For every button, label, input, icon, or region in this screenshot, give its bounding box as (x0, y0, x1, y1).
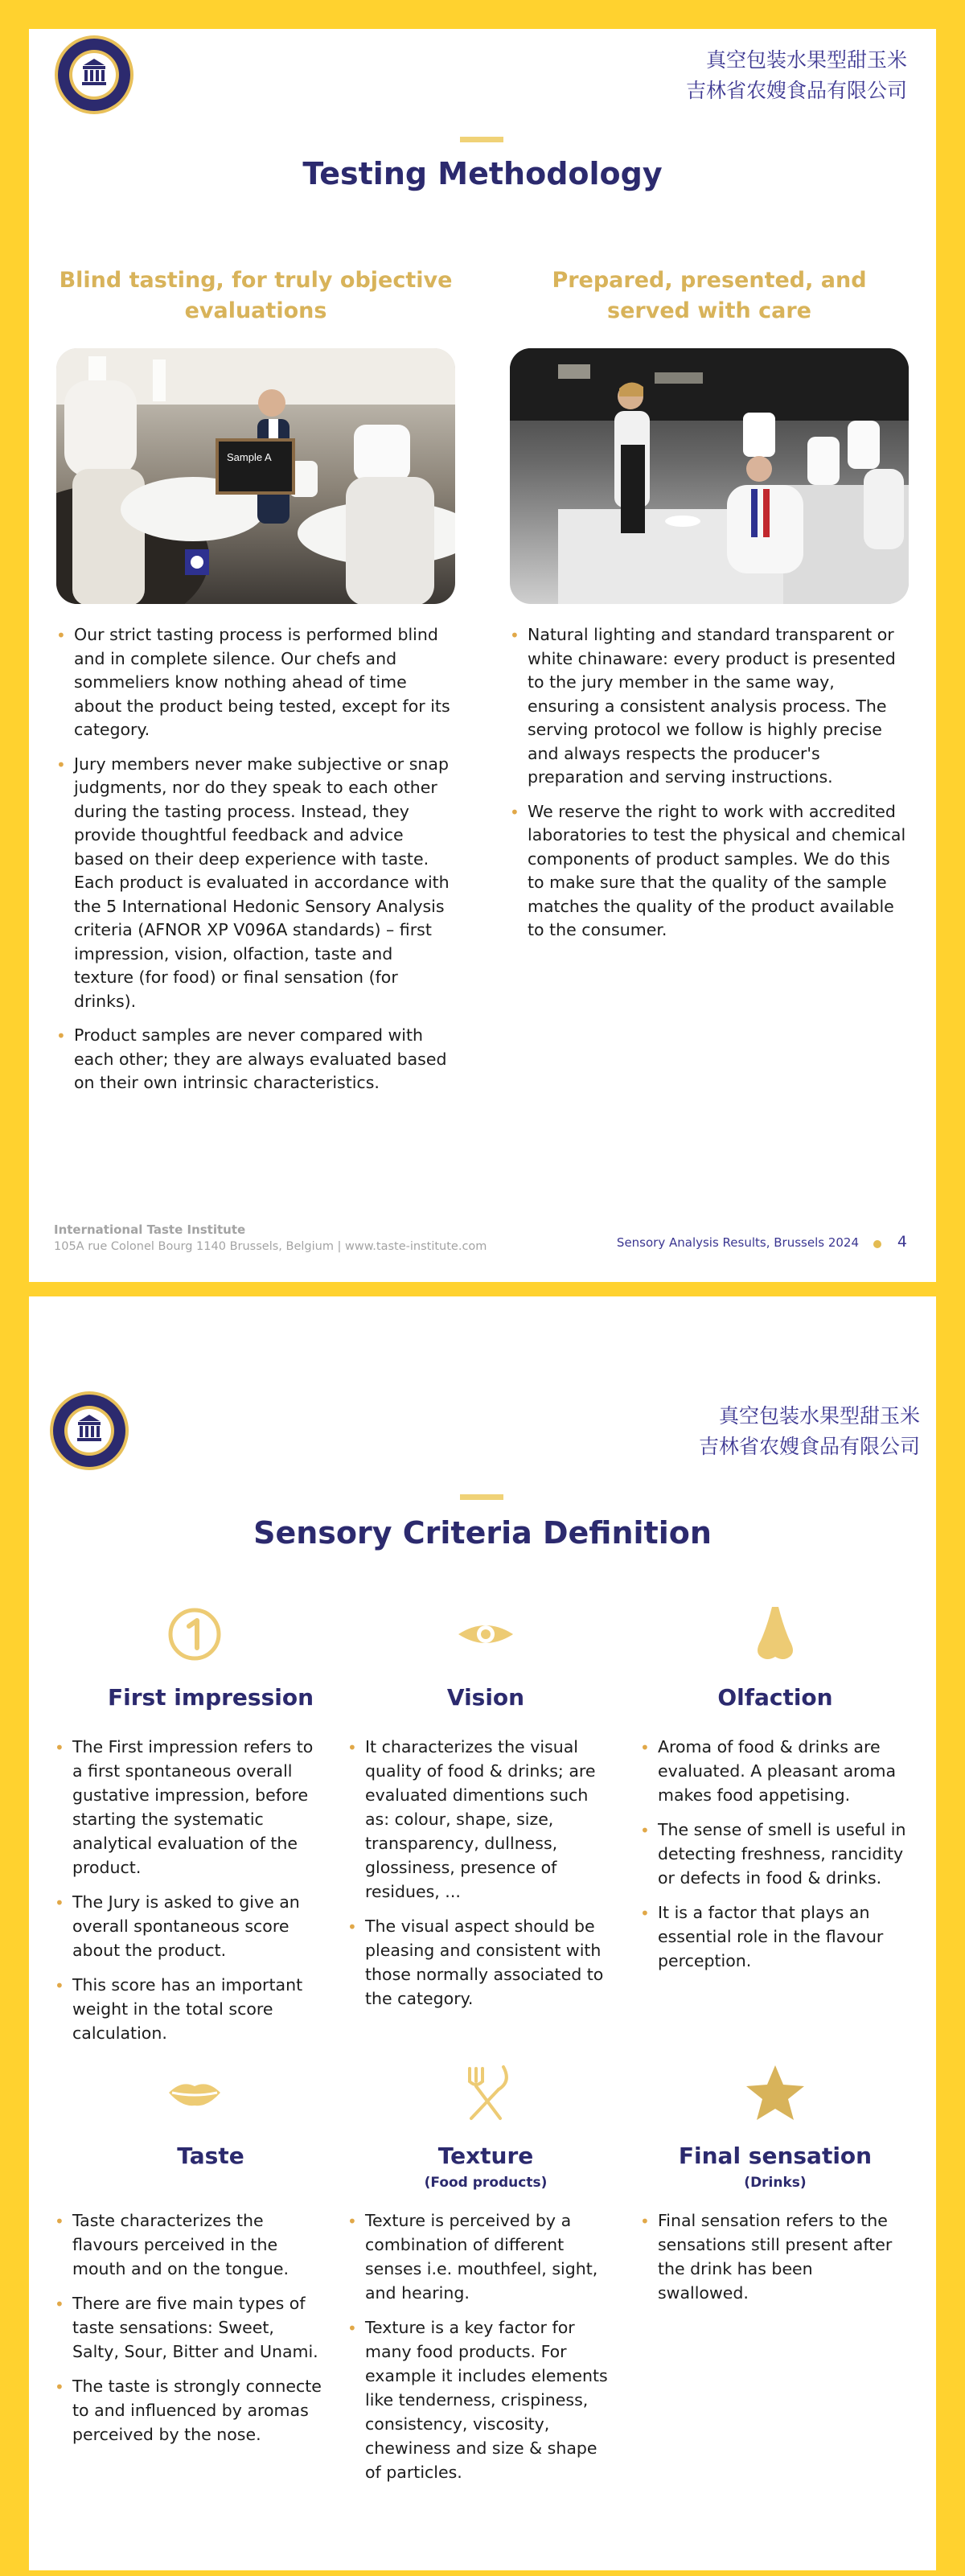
list-item: • The sense of smell is useful in detecting freshness, rancidity or defects in food & drinks. (640, 1820, 906, 1888)
list-item: • The taste is strongly connecte to and influenced by aromas perceived by the nose. (55, 2377, 322, 2444)
taste-title: Taste (177, 2143, 244, 2169)
list-item: • Texture is perceived by a combination of different senses i.e. mouthfeel, sight, and hearing. (347, 2211, 598, 2303)
olfaction-bullets (640, 1735, 909, 1983)
footer-address: 105A rue Colonel Bourg 1140 Brussels, Belgium | www.taste-institute.com (54, 1240, 487, 1253)
list-item: • Taste characterizes the flavours perceived in the mouth and on the tongue. (55, 2211, 290, 2278)
bullet-icon: • (640, 2212, 650, 2231)
olfaction-title: Olfaction (717, 1684, 833, 1711)
prepared-presented-bullets (510, 623, 909, 953)
list-item: • Aroma of food & drinks are evaluated. A pleasant aroma makes food appetising. (640, 1737, 897, 1805)
list-item: • This score has an important weight in the total score calculation. (55, 1975, 303, 2043)
list-item: • It characterizes the visual quality of food & drinks; are evaluated dimentions such as: colour, shape, size, transparency, dullness, glossiness, presence of residues, ... (347, 1737, 596, 1901)
bullet-icon: • (347, 2212, 357, 2231)
sample-board-text: Sample A (227, 451, 272, 463)
list-item: • Final sensation refers to the sensations still present after the drink has been swallowed. (640, 2211, 893, 2303)
bullet-icon: • (347, 2319, 357, 2338)
list-item: • Texture is a key factor for many food products. For example it includes elements like tenderness, crispiness, consistency, viscosity, chewiness and size & shape of particles. (347, 2318, 608, 2482)
title-accent-bar (460, 137, 503, 142)
bullet-icon: • (55, 1893, 64, 1912)
page-title: Sensory Criteria Definition (253, 1515, 712, 1551)
page-title: Testing Methodology (302, 156, 663, 191)
title-accent-bar (460, 1494, 503, 1500)
texture-subtitle: (Food products) (424, 2175, 548, 2191)
footer-dot-icon (873, 1240, 881, 1248)
bullet-icon: • (640, 1821, 650, 1840)
list-item: • Product samples are never compared with each other; they are always evaluated based on their own intrinsic characteristics. (56, 1025, 447, 1092)
company-line-1: 真空包装水果型甜玉米 (718, 1404, 920, 1428)
prepared-presented-heading: Prepared, presented, and served with care (552, 268, 867, 323)
bullet-icon: • (55, 1738, 64, 1757)
bullet-icon: • (56, 1026, 66, 1046)
list-item: • It is a factor that plays an essential role in the flavour perception. (640, 1903, 884, 1970)
blind-tasting-heading: Blind tasting, for truly objective evaluations (59, 268, 453, 323)
vision-title: Vision (446, 1684, 525, 1711)
list-item: • The visual aspect should be pleasing and consistent with those normally associated to the category. (347, 1917, 604, 2008)
nose-icon (743, 1602, 807, 1666)
bullet-icon: • (347, 1917, 357, 1937)
bullet-icon: • (510, 626, 519, 645)
first-impression-bullets (55, 1735, 323, 2056)
bullet-icon: • (55, 2212, 64, 2231)
list-item: • The Jury is asked to give an overall spontaneous score about the product. (55, 1892, 300, 1960)
bullet-icon: • (510, 802, 519, 822)
list-item: • There are five main types of taste sensations: Sweet, Salty, Sour, Bitter and Unami. (55, 2294, 318, 2361)
lips-icon (162, 2060, 227, 2125)
chef-presenting-sample-photo (56, 348, 455, 604)
bullet-icon: • (55, 1976, 64, 1995)
list-item: • We reserve the right to work with accredited laboratories to test the physical and chemical components of product samples. We do this to make sure that the quality of the sample matches the quality of the product available to the consumer. (510, 801, 906, 939)
bullet-icon: • (55, 2377, 64, 2397)
fork-knife-icon (454, 2060, 518, 2125)
texture-title: Texture (437, 2143, 534, 2169)
bullet-icon: • (56, 754, 66, 774)
list-item: • The First impression refers to a first spontaneous overall gustative impression, before starting the systematic analytical evaluation of the product. (55, 1737, 314, 1877)
list-item: • Natural lighting and standard transparent or white chinaware: every product is presented to the jury member in the same way, ensuring a consistent analysis process. The serving protocol we follow is highly precise and always respects the producer's preparation and serving instructions. (510, 625, 896, 787)
company-line-2: 吉林省农嫂食品有限公司 (698, 1435, 920, 1458)
star-icon (743, 2060, 807, 2125)
footer-organization: International Taste Institute (54, 1222, 246, 1237)
blind-tasting-bullets (56, 623, 455, 1106)
company-line-2: 吉林省农嫂食品有限公司 (685, 79, 907, 102)
bullet-icon: • (347, 1738, 357, 1757)
server-presenting-dish-photo (510, 348, 909, 604)
bullet-icon: • (56, 626, 66, 645)
eye-icon (454, 1602, 518, 1666)
number-one-icon (162, 1602, 227, 1666)
texture-bullets (347, 2208, 616, 2495)
company-name (699, 1401, 920, 1462)
footer-report-title: Sensory Analysis Results, Brussels 2024 (616, 1235, 859, 1250)
bullet-icon: • (55, 2295, 64, 2314)
final-sensation-subtitle: (Drinks) (744, 2175, 807, 2191)
vision-bullets (347, 1735, 616, 2021)
taste-bullets (55, 2208, 323, 2457)
list-item: • Our strict tasting process is performed blind and in complete silence. Our chefs and sommeliers know nothing ahead of time about the product being tested, except for its category. (56, 625, 450, 739)
list-item: • Jury members never make subjective or snap judgments, nor do they speak to each other during the tasting process. Instead, they provide thoughtful feedback and advice based on their deep experience with taste. Each product is evaluated in accordance with the 5 International Hedonic Sensory Analysis criteria (AFNOR XP V096A standards) – first impression, vision, olfaction, taste and texture (for food) or final sensation (for drinks). (56, 754, 450, 1011)
final-sensation-bullets (640, 2208, 909, 2315)
page-sensory-criteria (29, 1296, 936, 2570)
bullet-icon: • (640, 1738, 650, 1757)
institute-logo (48, 1390, 130, 1472)
company-name (686, 45, 907, 106)
company-line-1: 真空包装水果型甜玉米 (705, 48, 907, 72)
bullet-icon: • (640, 1904, 650, 1923)
first-impression-title: First impression (107, 1684, 314, 1711)
institute-logo (53, 34, 135, 116)
page-testing-methodology (29, 29, 936, 1282)
page-number: 4 (897, 1233, 907, 1251)
final-sensation-title: Final sensation (678, 2143, 873, 2169)
